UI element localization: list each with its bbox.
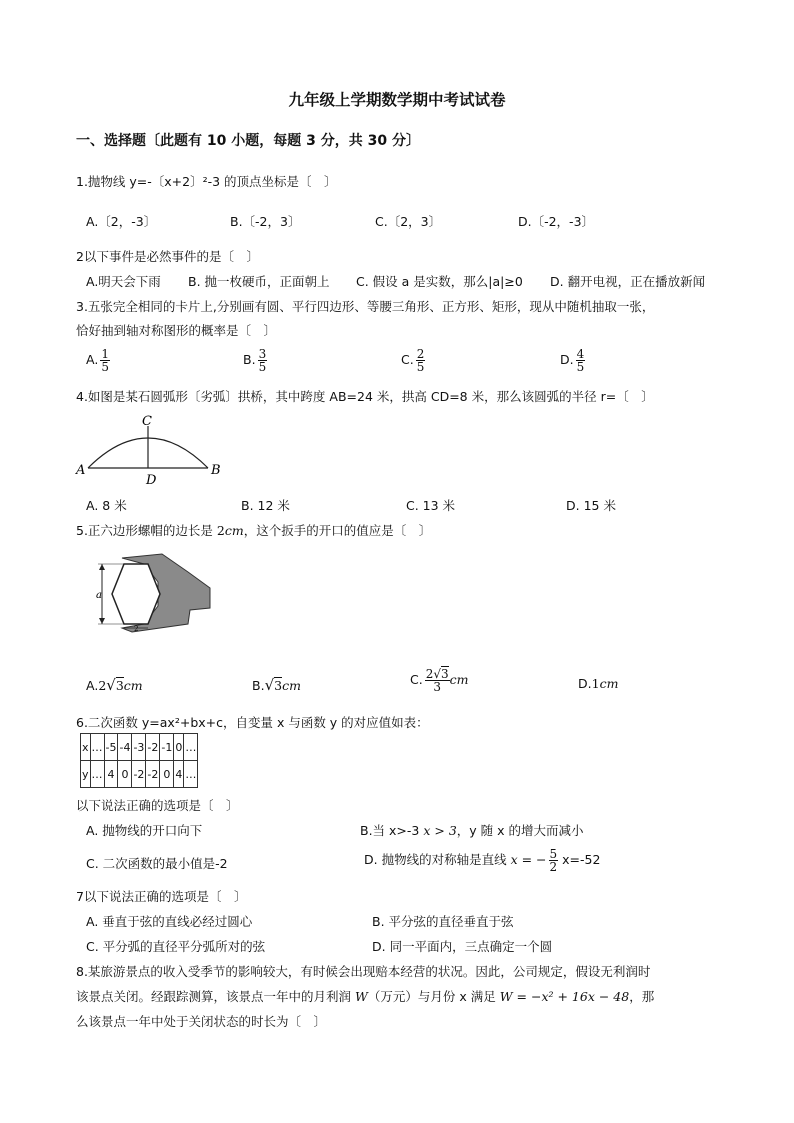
q1-option-d: D.〔-2，-3〕 bbox=[518, 214, 595, 229]
question-2-stem: 2以下事件是必然事件的是〔 〕 bbox=[76, 249, 259, 264]
question-7-stem: 7以下说法正确的选项是〔 〕 bbox=[76, 889, 247, 904]
q6-option-d: D. 抛物线的对称轴是直线 x = − $\frac{5}{2}$ x=-52 bbox=[364, 847, 601, 874]
question-6-stem-2: 以下说法正确的选项是〔 〕 bbox=[76, 798, 239, 813]
wrench-hexagon-figure bbox=[92, 548, 216, 638]
q4-option-a: A. 8 米 bbox=[86, 498, 127, 513]
q2-option-c: C. 假设 a 是实数，那么|a|≥0 bbox=[356, 274, 523, 289]
q1-option-c: C.〔2，3〕 bbox=[375, 214, 442, 229]
q4-option-b: B. 12 米 bbox=[241, 498, 290, 513]
q5-option-d: D.1cm bbox=[578, 676, 619, 691]
table-row: y … 4 0 -2 -2 0 4 … bbox=[81, 761, 198, 788]
figure-label-d: D bbox=[146, 473, 157, 487]
question-8-line2: 该景点关闭。经跟踪测算，该景点一年中的月利润 W（万元）与月份 x 满足 W = −x² + 16x − 48，那 bbox=[76, 989, 655, 1004]
q5-option-b: B.√3cm bbox=[252, 676, 301, 694]
question-6-stem: 6.二次函数 y=ax²+bx+c，自变量 x 与函数 y 的对应值如表： bbox=[76, 715, 429, 730]
question-8-line1: 8.某旅游景点的收入受季节的影响较大，有时候会出现赔本经营的状况。因此，公司规定，假设无利润时 bbox=[76, 964, 651, 979]
question-1-stem: 1.抛物线 y=-〔x+2〕²-3 的顶点坐标是〔 〕 bbox=[76, 174, 337, 189]
arch-bridge-figure bbox=[74, 412, 234, 487]
q3-option-a: A. $\frac{1}{5}$ bbox=[86, 347, 109, 374]
q3-option-b: B. $\frac{3}{5}$ bbox=[243, 347, 267, 374]
q6-option-c: C. 二次函数的最小值是-2 bbox=[86, 856, 228, 871]
figure-label-c: C bbox=[142, 414, 152, 429]
q7-option-b: B. 平分弦的直径垂直于弦 bbox=[372, 914, 514, 929]
q4-option-c: C. 13 米 bbox=[406, 498, 456, 513]
question-3-stem-line1: 3.五张完全相同的卡片上,分别画有圆、平行四边形、等腰三角形、正方形、矩形，现从中随机抽取一张， bbox=[76, 299, 655, 314]
section-heading: 一、选择题〔此题有 10 小题，每题 3 分，共 30 分〕 bbox=[76, 133, 420, 149]
figure-label-b: B bbox=[211, 463, 221, 478]
q1-option-a: A.〔2，-3〕 bbox=[86, 214, 157, 229]
figure-label-a: A bbox=[76, 463, 86, 478]
q2-option-d: D. 翻开电视，正在播放新闻 bbox=[550, 274, 706, 289]
page-title: 九年级上学期数学期中考试试卷 bbox=[288, 91, 506, 109]
question-4-stem: 4.如图是某石圆弧形〔劣弧〕拱桥，其中跨度 AB=24 米，拱高 CD=8 米，那么该圆弧的半径 r=〔 〕 bbox=[76, 389, 654, 404]
q3-option-d: D. $\frac{4}{5}$ bbox=[560, 347, 585, 374]
q5-option-a: A.2√3cm bbox=[86, 676, 143, 694]
q5-option-c: C. $\frac{2√3}{3}$ cm bbox=[410, 667, 469, 694]
q6-option-b: B.当 x>-3 x > 3，y 随 x 的增大而减小 bbox=[360, 823, 584, 838]
q2-option-a: A.明天会下雨 bbox=[86, 274, 161, 289]
q7-option-a: A. 垂直于弦的直线必经过圆心 bbox=[86, 914, 253, 929]
table-row: x … -5 -4 -3 -2 -1 0 … bbox=[81, 734, 198, 761]
q1-option-b: B.〔-2，3〕 bbox=[230, 214, 301, 229]
q7-option-d: D. 同一平面内，三点确定一个圆 bbox=[372, 939, 553, 954]
question-8-line3: 么该景点一年中处于关闭状态的时长为〔 〕 bbox=[76, 1014, 327, 1029]
q3-option-c: C. $\frac{2}{5}$ bbox=[401, 347, 425, 374]
q7-option-c: C. 平分弧的直径平分弧所对的弦 bbox=[86, 939, 266, 954]
figure-label-side-2: 2 bbox=[134, 625, 139, 633]
q2-option-b: B. 抛一枚硬币，正面朝上 bbox=[188, 274, 330, 289]
q6-option-a: A. 抛物线的开口向下 bbox=[86, 823, 203, 838]
question-3-stem-line2: 恰好抽到轴对称图形的概率是〔 〕 bbox=[76, 323, 277, 338]
q4-option-d: D. 15 米 bbox=[566, 498, 616, 513]
value-table bbox=[80, 733, 198, 788]
figure-label-side-a: a bbox=[96, 590, 102, 601]
question-5-stem: 5.正六边形螺帽的边长是 2cm，这个扳手的开口的值应是〔 〕 bbox=[76, 523, 432, 538]
